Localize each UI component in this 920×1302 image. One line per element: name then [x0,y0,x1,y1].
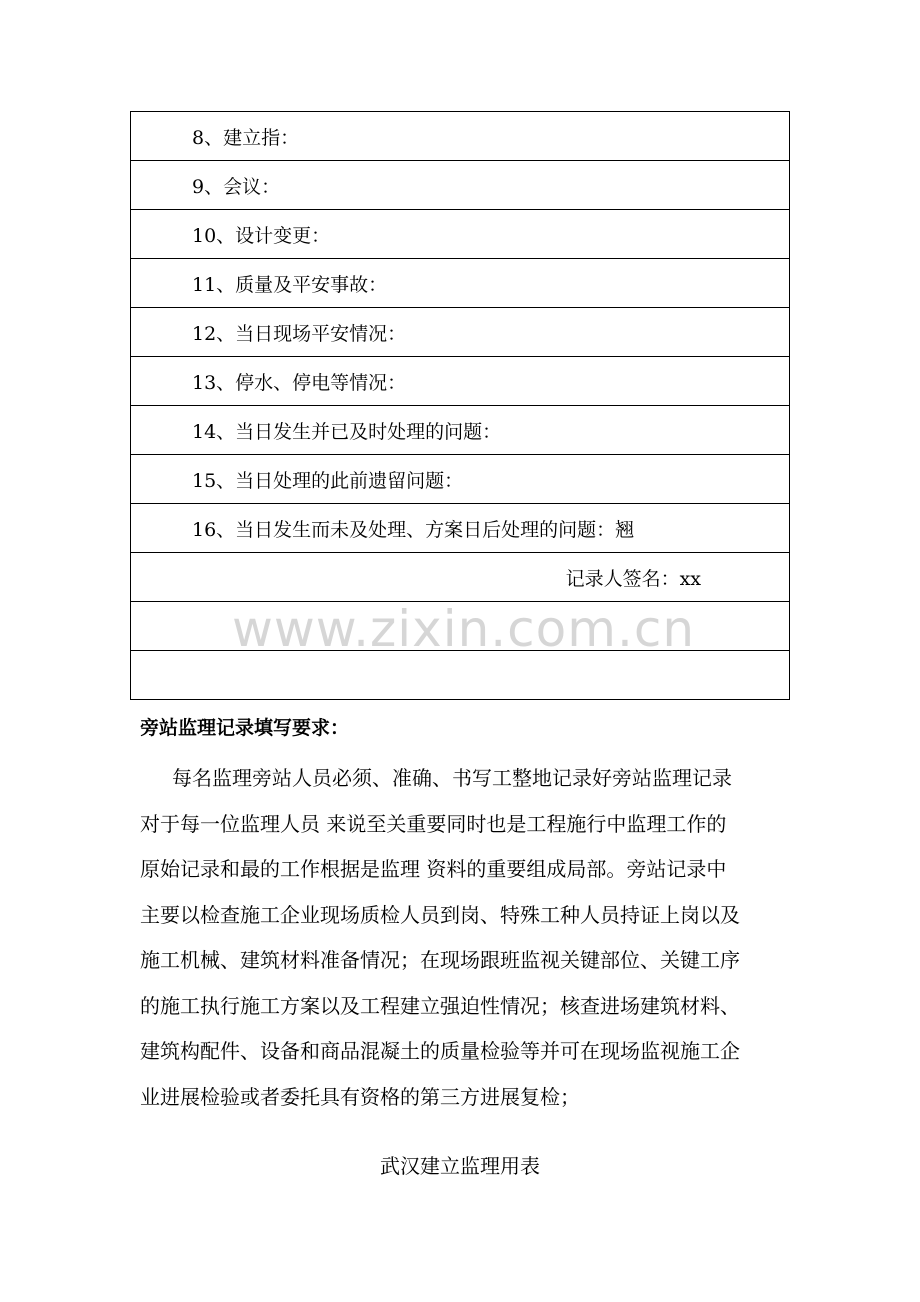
paragraph-line: 的施工执行施工方案以及工程建立强迫性情况；核查进场建筑材料、 [140,993,740,1018]
table-row [131,161,790,210]
table-cell [131,259,790,308]
table-cell [131,308,790,357]
blank-cell [131,602,790,651]
record-item-12: 12、当日现场平安情况： [192,322,407,345]
table-row [131,112,790,161]
paragraph-line: 建筑构配件、设备和商品混凝土的质量检验等并可在现场监视施工企 [140,1039,740,1063]
table-cell [131,210,790,259]
record-item-9: 9、会议： [192,175,281,198]
table-cell [131,406,790,455]
table-row [131,357,790,406]
record-item-11: 11、质量及平安事故： [192,273,388,296]
blank-cell [131,651,790,700]
paragraph-line: 对于每一位监理人员 来说至关重要同时也是工程施行中监理工作的 [140,811,727,836]
table-row [131,651,790,700]
table-row [131,210,790,259]
table-cell [131,161,790,210]
record-item-15: 15、当日处理的此前遗留问题： [192,469,464,492]
table-row [131,553,790,602]
table-row [131,504,790,553]
paragraph-line: 每名监理旁站人员必须、准确、书写工整地记录好旁站监理记录 [172,766,732,790]
watermark: www.zixin.com.cn [232,600,696,658]
requirements-heading: 旁站监理记录填写要求： [140,717,350,739]
table-row [131,308,790,357]
requirements-paragraph [140,756,780,1120]
table-row [131,259,790,308]
supervision-record-table [130,111,790,700]
table-cell [131,357,790,406]
table-cell [131,112,790,161]
table-row [131,455,790,504]
record-item-14: 14、当日发生并已及时处理的问题： [192,420,502,443]
footer-title: 武汉建立监理用表 [380,1154,540,1178]
paragraph-line: 主要以检查施工企业现场质检人员到岗、特殊工种人员持证上岗以及 [140,902,740,927]
table-cell [131,504,790,553]
table-row [131,602,790,651]
recorder-signature: 记录人签名：xx [131,553,790,602]
paragraph-line: 施工机械、建筑材料准备情况；在现场跟班监视关键部位、关键工序 [140,948,740,972]
paragraph-line: 业进展检验或者委托具有资格的第三方进展复检； [140,1084,580,1109]
table-row [131,406,790,455]
paragraph-line: 原始记录和最的工作根据是监理 资料的重要组成局部。旁站记录中 [140,857,727,881]
record-item-10: 10、设计变更： [192,224,331,247]
record-item-13: 13、停水、停电等情况： [192,371,407,394]
record-item-16: 16、当日发生而未及处理、方案日后处理的问题：翘 [192,518,635,541]
table-cell [131,455,790,504]
record-item-8: 8、建立指： [192,126,300,149]
